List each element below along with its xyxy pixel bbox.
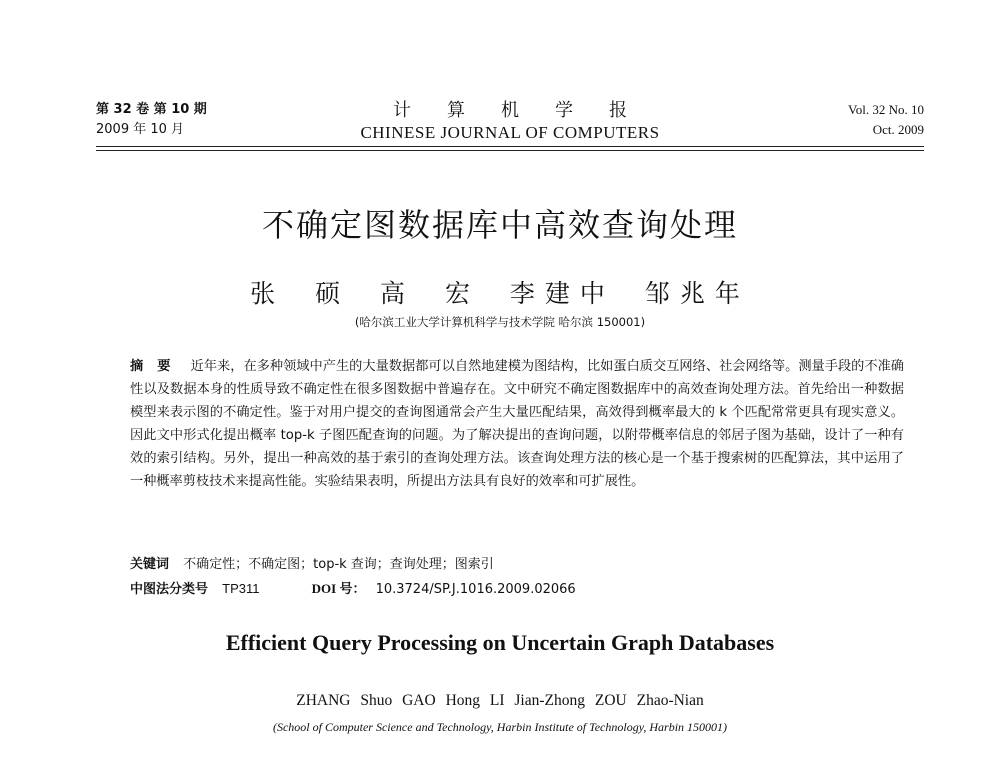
- journal-header: [96, 100, 924, 144]
- date-cn: 2009 年 10 月: [96, 122, 185, 137]
- class-label: 中图法分类号: [130, 582, 209, 597]
- journal-name-cn: 计算机学报: [393, 100, 663, 121]
- header-rule-thin: [96, 150, 924, 151]
- journal-name-en: CHINESE JOURNAL OF COMPUTERS: [360, 123, 660, 142]
- abstract-text: 近年来，在多种领域中产生的大量数据都可以自然地建模为图结构，比如蛋白质交互网络、社会网络等。测量手段的不准确性以及数据本身的性质导致不确定性在很多图数据中普遍存在。文中研究不确定图数据库中的高效查询处理方法。首先给出一种数据模型来表示图的不确定性。鉴于对用户提交的查询图通常会产生大量匹配结果，高效得到概率最大的 k 个匹配常常更具有现实意义。因此文中形式化提出概率 top-k 子图匹配查询的问题。为了解决提出的查询问题，以附带概率信息的邻居子图为基础，设计了一种有效的索引结构。另外，提出一种高效的基于索引的查询处理方法。该查询处理方法的核心是一个基于搜索树的匹配算法，其中运用了一种概率剪枝技术来提高性能。实验结果表明，所提出方法具有良好的效率和可扩展性。: [130, 359, 904, 489]
- classification-line: [130, 578, 904, 601]
- header-center: [96, 100, 924, 144]
- abstract-cn: [130, 355, 904, 493]
- abstract-label: 摘要: [130, 359, 185, 374]
- authors-en: ZHANG Shuo GAO Hong LI Jian-Zhong ZOU Zhao-Nian: [296, 692, 704, 709]
- keywords-text: 不确定性；不确定图；top-k 查询；查询处理；图索引: [183, 557, 494, 572]
- volume-en: Vol. 32 No. 10: [848, 102, 924, 117]
- affiliation-en: (School of Computer Science and Technology, Harbin Institute of Technology, Harbin 150001): [272, 720, 728, 734]
- doi-label: DOI 号：: [311, 581, 366, 596]
- doi-value: 10.3724/SP.J.1016.2009.02066: [375, 582, 576, 597]
- header-rule-thick: [96, 146, 924, 147]
- affiliation-cn: (哈尔滨工业大学计算机科学与技术学院 哈尔滨 150001): [354, 315, 646, 329]
- paper-title-en: Efficient Query Processing on Uncertain Graph Databases: [225, 630, 775, 655]
- class-code: TP311: [222, 581, 260, 596]
- volume-cn: 第 32 卷 第 10 期: [96, 102, 207, 117]
- doi-block: [312, 582, 576, 597]
- authors-cn: 张 硕 高 宏 李建中 邹兆年: [250, 279, 750, 308]
- keywords-label: 关键词: [130, 557, 170, 572]
- paper-title-cn: 不确定图数据库中高效查询处理: [261, 206, 738, 244]
- header-right: [848, 100, 924, 140]
- keywords-cn: [130, 554, 904, 576]
- date-en: Oct. 2009: [872, 122, 924, 137]
